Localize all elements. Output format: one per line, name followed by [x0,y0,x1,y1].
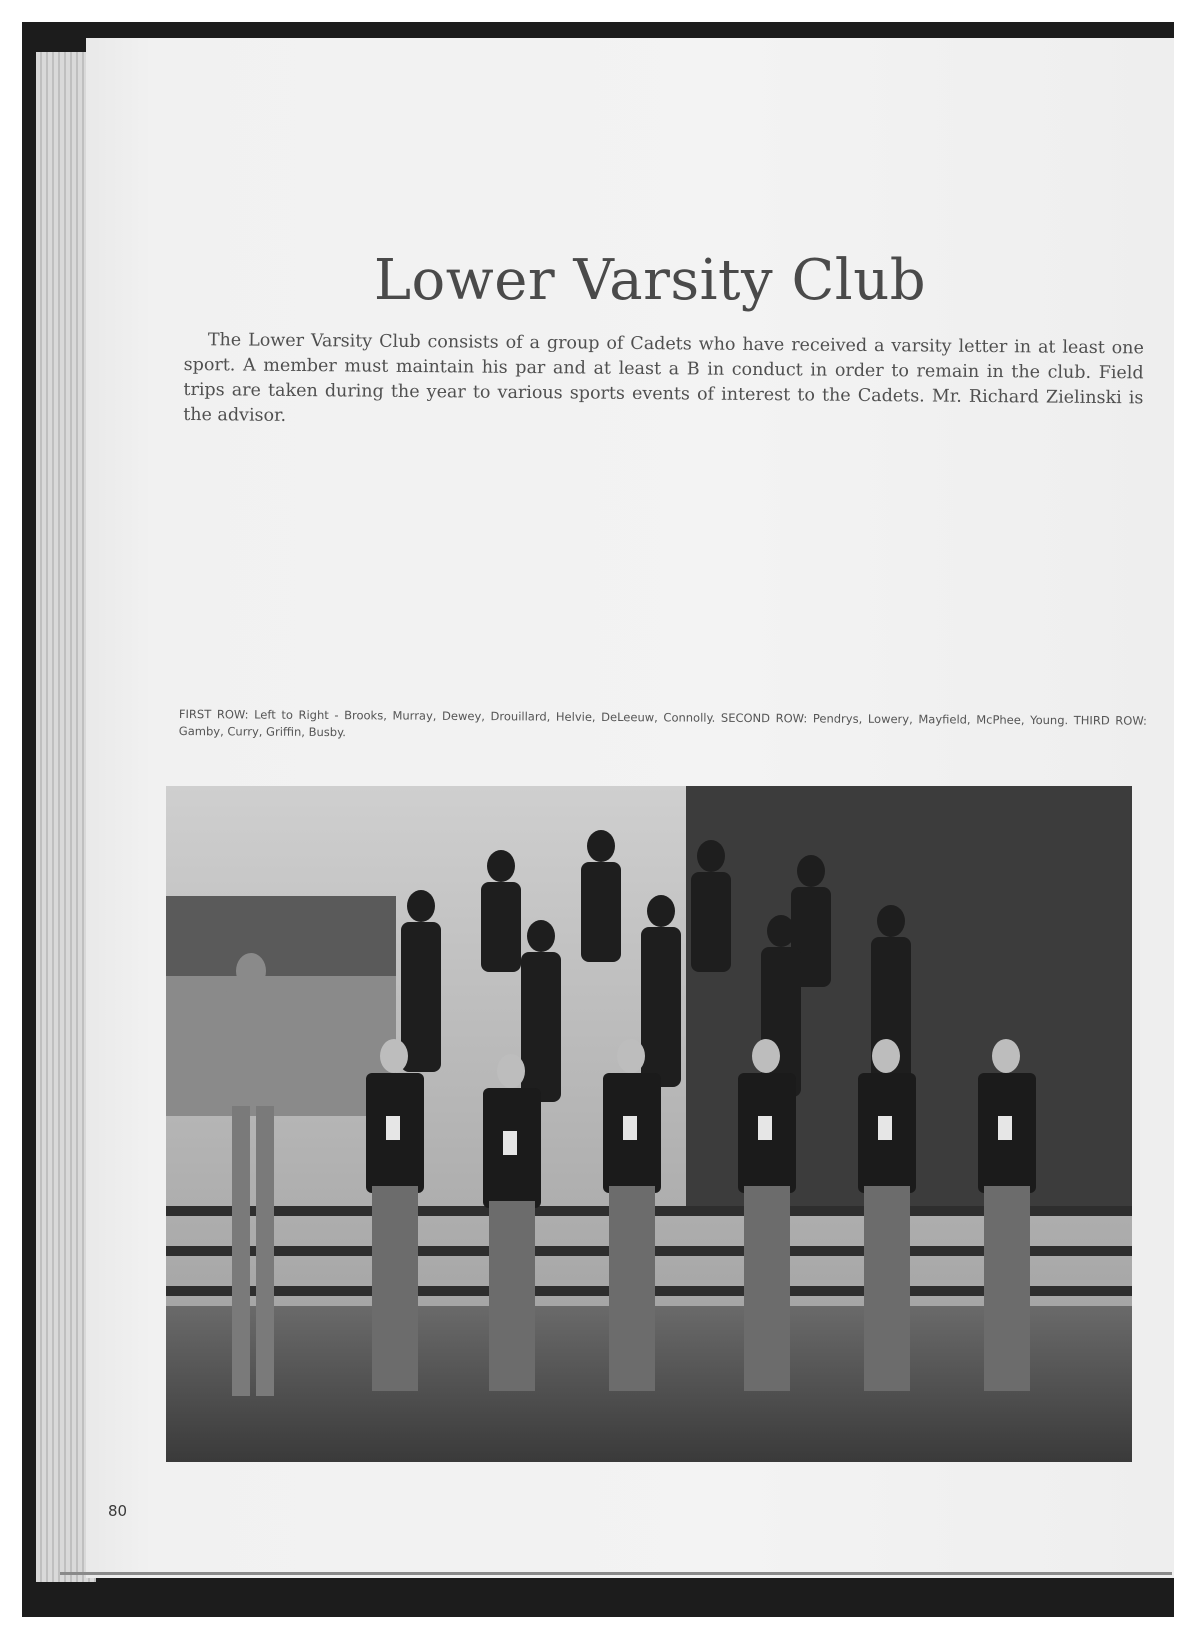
page-number: 80 [108,1502,128,1520]
page-bottom-edge [60,1572,1172,1575]
group-photo [166,786,1132,1462]
page-title: Lower Varsity Club [373,248,927,313]
photo-caption: FIRST ROW: Left to Right - Brooks, Murray, Dewey, Drouillard, Helvie, DeLeeuw, Connolly. SECOND ROW: Pendrys, Lowery, Mayfield, McPhee, Young. THIRD ROW: Gamby, Curry, Griffin, Busby. [178,707,1147,740]
intro-paragraph: The Lower Varsity Club consists of a group of Cadets who have received a varsity letter in at least one sport. A member must maintain his par and at least a B in conduct in order to remain in the club. Field trips are taken during the year to various sports events of interest to the Cadets. Mr. Richard Zielinski is the advisor. [183,330,1144,426]
